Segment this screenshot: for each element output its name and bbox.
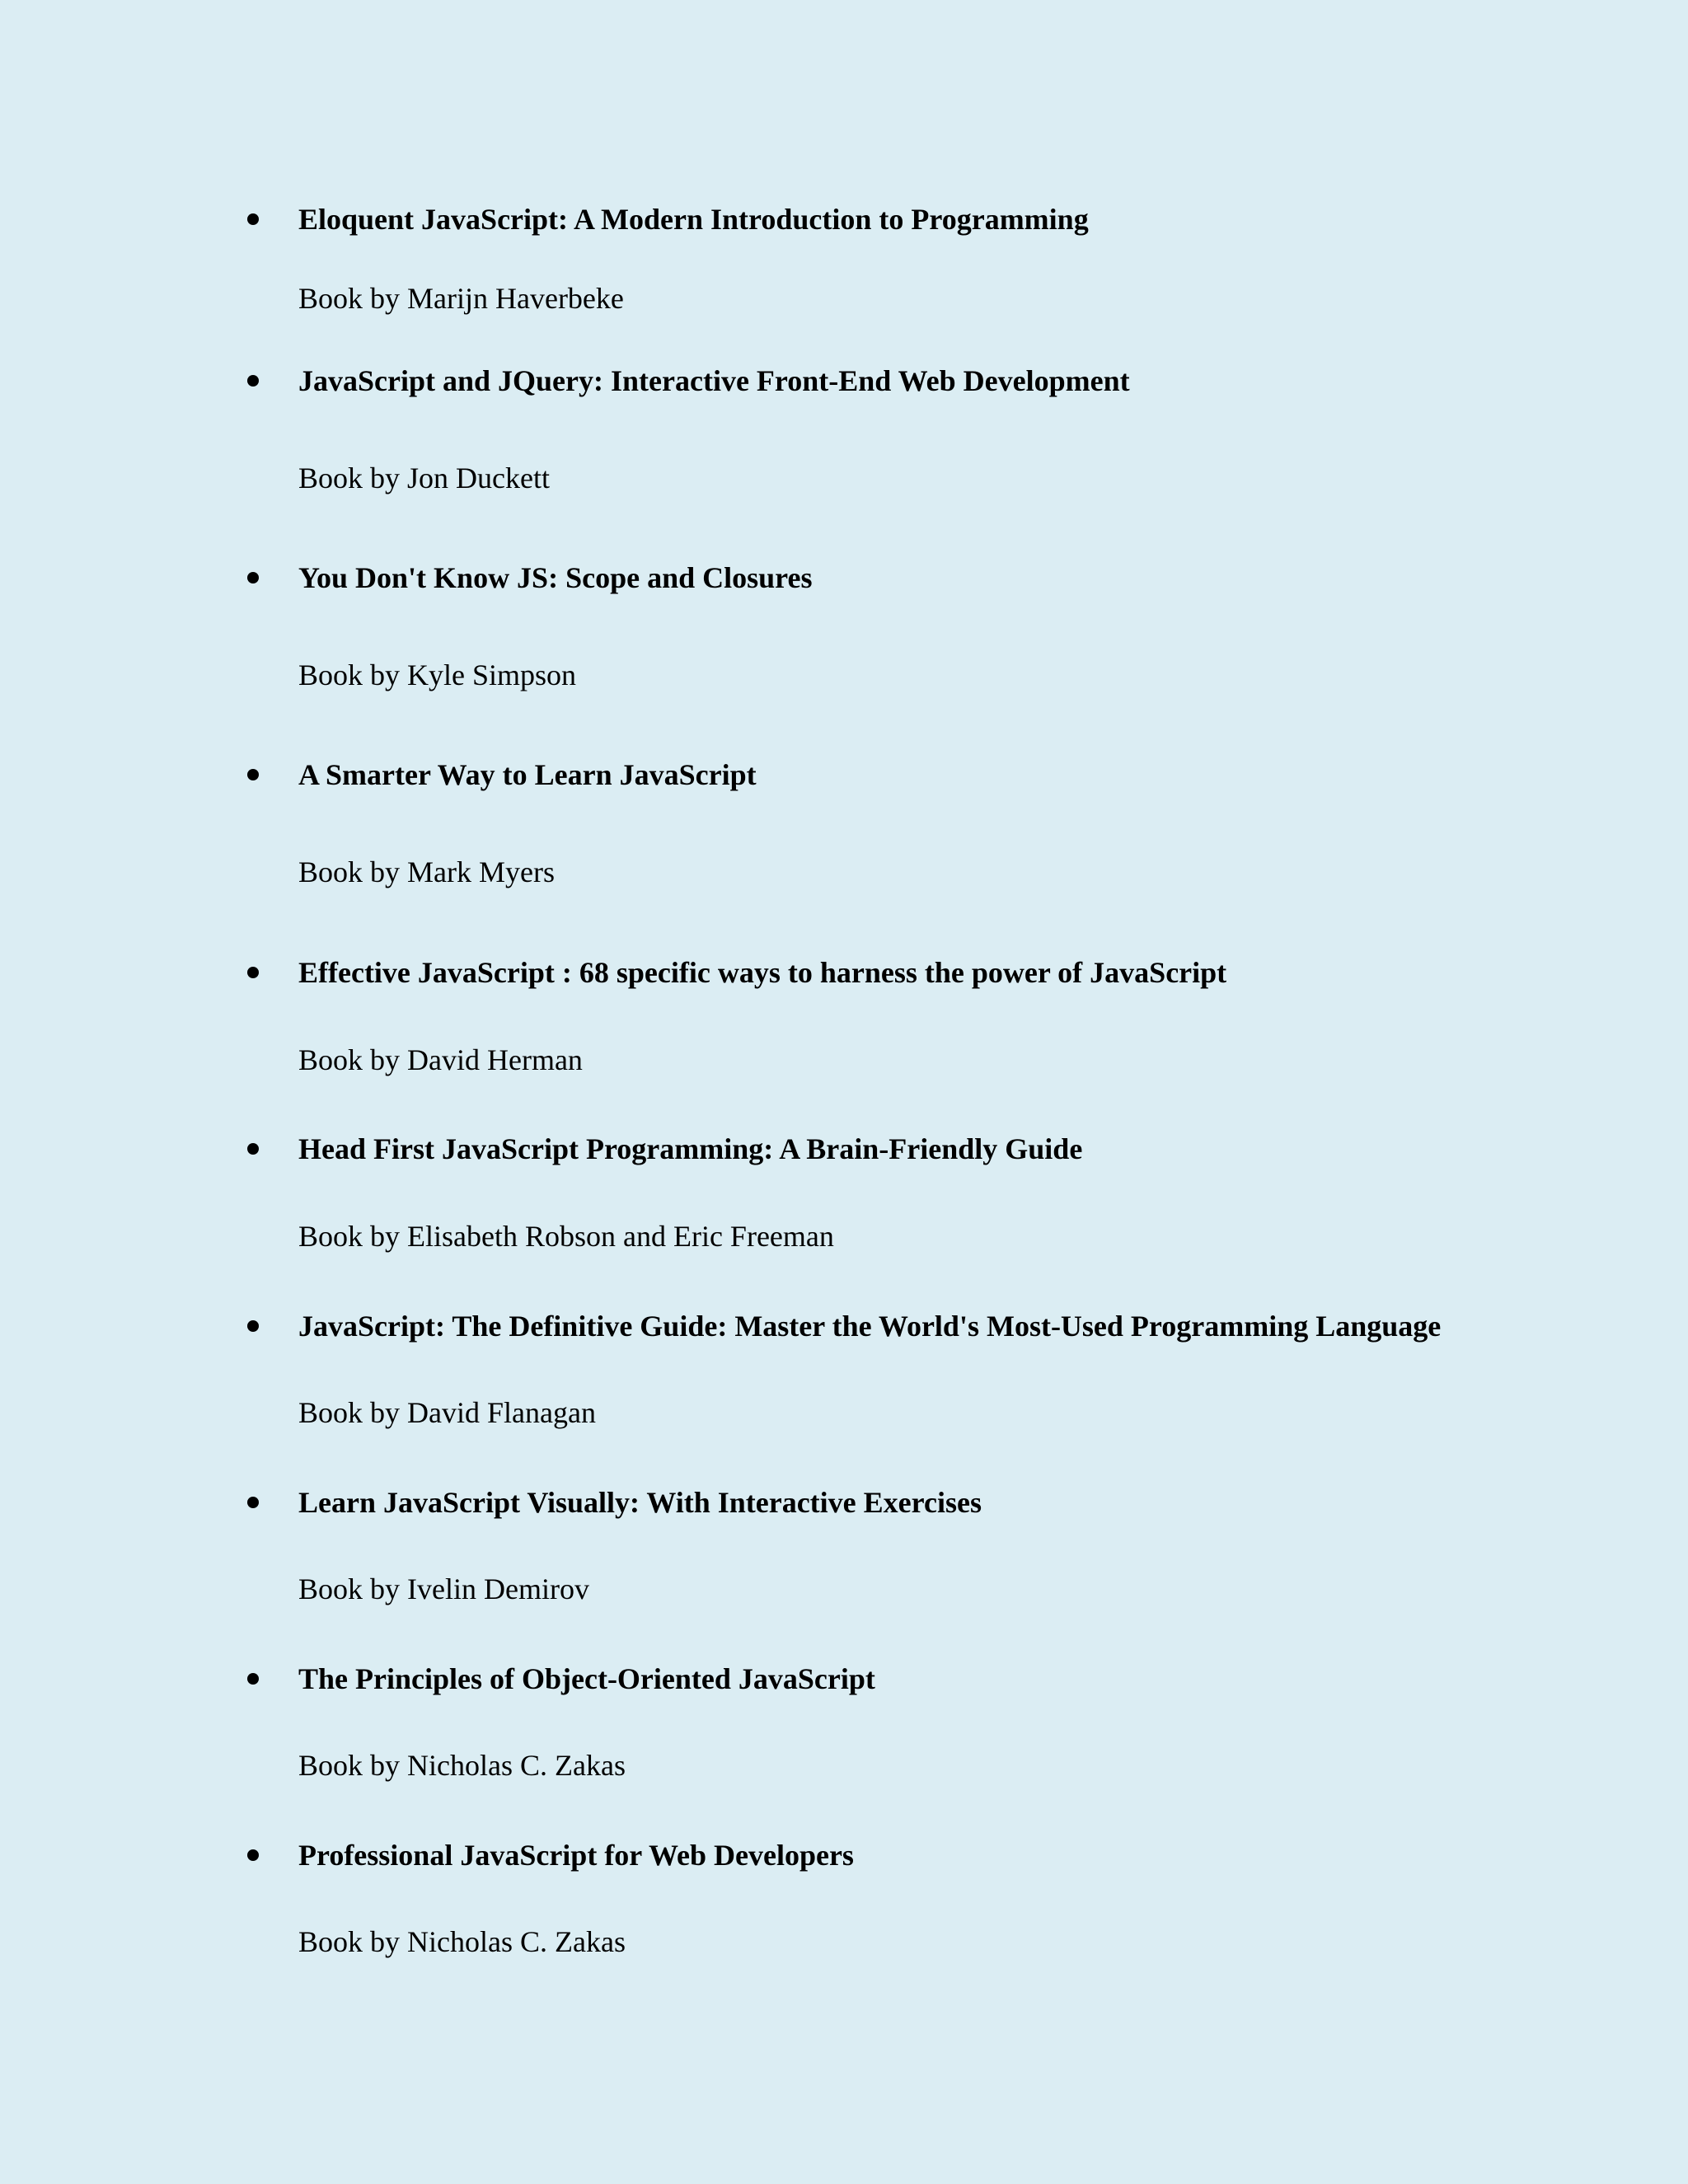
bullet-icon (247, 375, 259, 387)
book-title: Effective JavaScript : 68 specific ways to harness the power of JavaScript (298, 956, 1227, 989)
book-title: Learn JavaScript Visually: With Interactive Exercises (298, 1486, 982, 1519)
book-title: You Don't Know JS: Scope and Closures (298, 561, 813, 594)
bullet-icon (247, 213, 259, 225)
book-author: Book by Marijn Haverbeke (298, 282, 624, 315)
bullet-icon (247, 769, 259, 780)
book-author: Book by Mark Myers (298, 855, 555, 888)
book-author: Book by Elisabeth Robson and Eric Freeman (298, 1220, 834, 1253)
bullet-icon (247, 1673, 259, 1685)
bullet-icon (247, 1849, 259, 1861)
book-author: Book by Jon Duckett (298, 462, 550, 494)
book-title: Head First JavaScript Programming: A Brain-Friendly Guide (298, 1132, 1083, 1165)
book-title: Professional JavaScript for Web Developers (298, 1839, 854, 1872)
bullet-icon (247, 1497, 259, 1508)
book-author: Book by Nicholas C. Zakas (298, 1925, 626, 1958)
book-author: Book by Kyle Simpson (298, 658, 577, 691)
bullet-icon (247, 967, 259, 978)
bullet-icon (247, 1143, 259, 1155)
book-author: Book by David Flanagan (298, 1396, 596, 1429)
book-author: Book by Ivelin Demirov (298, 1572, 589, 1605)
bullet-icon (247, 1320, 259, 1332)
book-author: Book by Nicholas C. Zakas (298, 1749, 626, 1782)
book-title: JavaScript and JQuery: Interactive Front-End Web Development (298, 364, 1130, 397)
book-title: Eloquent JavaScript: A Modern Introduction to Programming (298, 203, 1089, 236)
book-title: The Principles of Object-Oriented JavaScript (298, 1662, 875, 1695)
book-title: A Smarter Way to Learn JavaScript (298, 758, 757, 791)
book-author: Book by David Herman (298, 1043, 583, 1076)
book-title: JavaScript: The Definitive Guide: Master the World's Most-Used Programming Language (298, 1310, 1442, 1343)
bullet-icon (247, 572, 259, 583)
